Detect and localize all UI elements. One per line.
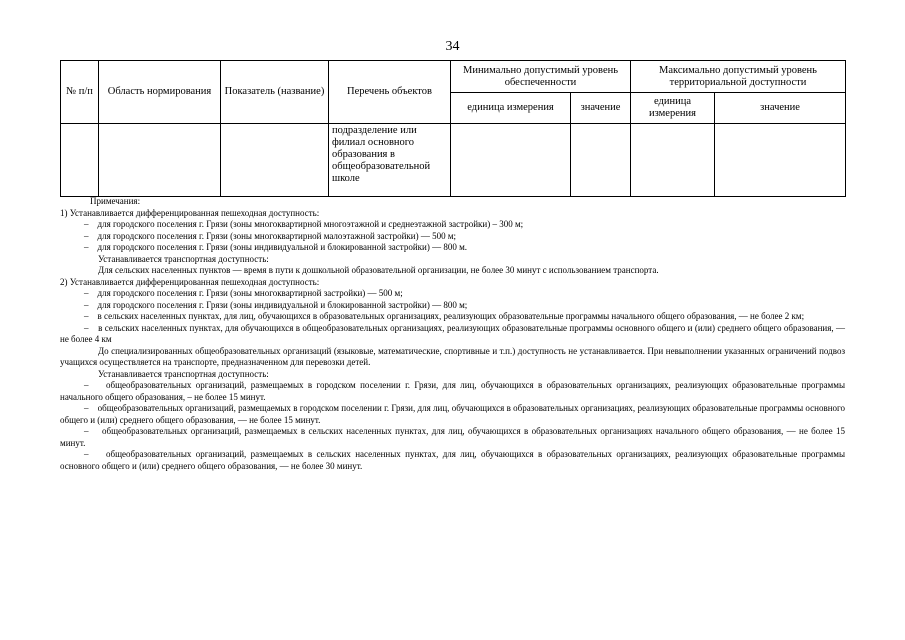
note-2-transport-item: – общеобразовательных организаций, размещаемых в сельских населенных пунктах, для лиц, обучающихся в образовательных организациях начального общего образования, — не более 15 минут. xyxy=(60,426,846,448)
header-objects: Перечень объектов xyxy=(329,61,451,124)
cell-num xyxy=(61,124,99,197)
header-unit: единица измерения xyxy=(451,93,571,124)
note-2-item: – в сельских населенных пунктах, для лиц, обучающихся в образовательных организациях, реализующих образовательные программы начального общего образования, — не более 2 км; xyxy=(84,311,805,321)
note-2-item: – в сельских населенных пунктах, для обучающихся в общеобразовательных организациях, реализующих образовательные программы основного общего и (или) среднего общего образования, — не более 4 км xyxy=(60,322,846,344)
cell-indicator xyxy=(221,124,329,197)
header-indicator: Показатель (название) xyxy=(221,61,329,124)
note-2-item: – для городского поселения г. Грязи (зоны многоквартирной застройки) — 500 м; xyxy=(84,288,403,298)
note-1-transport: Устанавливается транспортная доступность: xyxy=(98,253,269,264)
note-1-title: 1) Устанавливается дифференцированная пешеходная доступность: xyxy=(60,207,320,218)
cell-objects: подразделение или филиал основного образования в общеобразовательной школе xyxy=(329,124,451,197)
header-area: Область нормирования xyxy=(99,61,221,124)
note-2-special: До специализированных общеобразовательных организаций (языковые, математические, спортивные и т.п.) доступность не устанавливается. При невыполнении указанных ограничений подвоз учащихся осуществляется на транспорте, предназначенном для перевозки детей. xyxy=(60,345,845,367)
header-min-level: Минимально допустимый уровень обеспеченности xyxy=(451,61,631,93)
note-2-transport: Устанавливается транспортная доступность: xyxy=(98,368,269,379)
note-1-transport-text: Для сельских населенных пунктов — время в пути к дошкольной образовательной организации, не более 30 минут с использованием транспорта. xyxy=(98,265,659,275)
note-1-item: – для городского поселения г. Грязи (зоны многоквартирной малоэтажной застройки) — 500 м; xyxy=(84,230,457,241)
page-number: 34 xyxy=(445,39,460,54)
note-1-item: – для городского поселения г. Грязи (зоны многоквартирной многоэтажной и среднеэтажной застройки) – 300 м; xyxy=(84,219,524,229)
note-2-transport-item: – общеобразовательных организаций, размещаемых в сельских населенных пунктах, для лиц, обучающихся в образовательных организациях, реализующих образовательные программы основного общего и (или) среднего общего образования, — не более 30 минут. xyxy=(60,449,845,471)
notes xyxy=(60,196,845,472)
notes-title: Примечания: xyxy=(90,196,141,206)
cell-unit xyxy=(451,124,571,197)
header-value-2: значение xyxy=(715,93,846,124)
note-2-title: 2) Устанавливается дифференцированная пешеходная доступность: xyxy=(60,276,320,287)
header-value: значение xyxy=(571,93,631,124)
header-num: № п/п xyxy=(61,61,99,124)
table-row xyxy=(61,124,846,197)
header-max-level: Максимально допустимый уровень территориальной доступности xyxy=(631,61,846,93)
note-2-transport-item: – общеобразовательных организаций, размещаемых в городском поселении г. Грязи, для лиц, обучающихся в образовательных организациях, реализующих образовательные программы основного общего и (или) среднего общего образования, — не более 15 минут. xyxy=(60,403,845,425)
header-unit-2: единица измерения xyxy=(631,93,715,124)
note-1-item: – для городского поселения г. Грязи (зоны индивидуальной и блокированной застройки) — 800 м. xyxy=(84,242,468,252)
cell-value-2 xyxy=(715,124,846,197)
note-2-transport-item: – общеобразовательных организаций, размещаемых в городском поселении г. Грязи, для лиц, обучающихся в образовательных организациях, реализующих образовательные программы начального общего образования, – не более 15 минут. xyxy=(60,380,845,402)
cell-unit-2 xyxy=(631,124,715,197)
norms-table xyxy=(60,60,846,197)
cell-value xyxy=(571,124,631,197)
cell-area xyxy=(99,124,221,197)
note-2-item: – для городского поселения г. Грязи (зоны индивидуальной и блокированной застройки) — 800 м; xyxy=(84,299,468,310)
